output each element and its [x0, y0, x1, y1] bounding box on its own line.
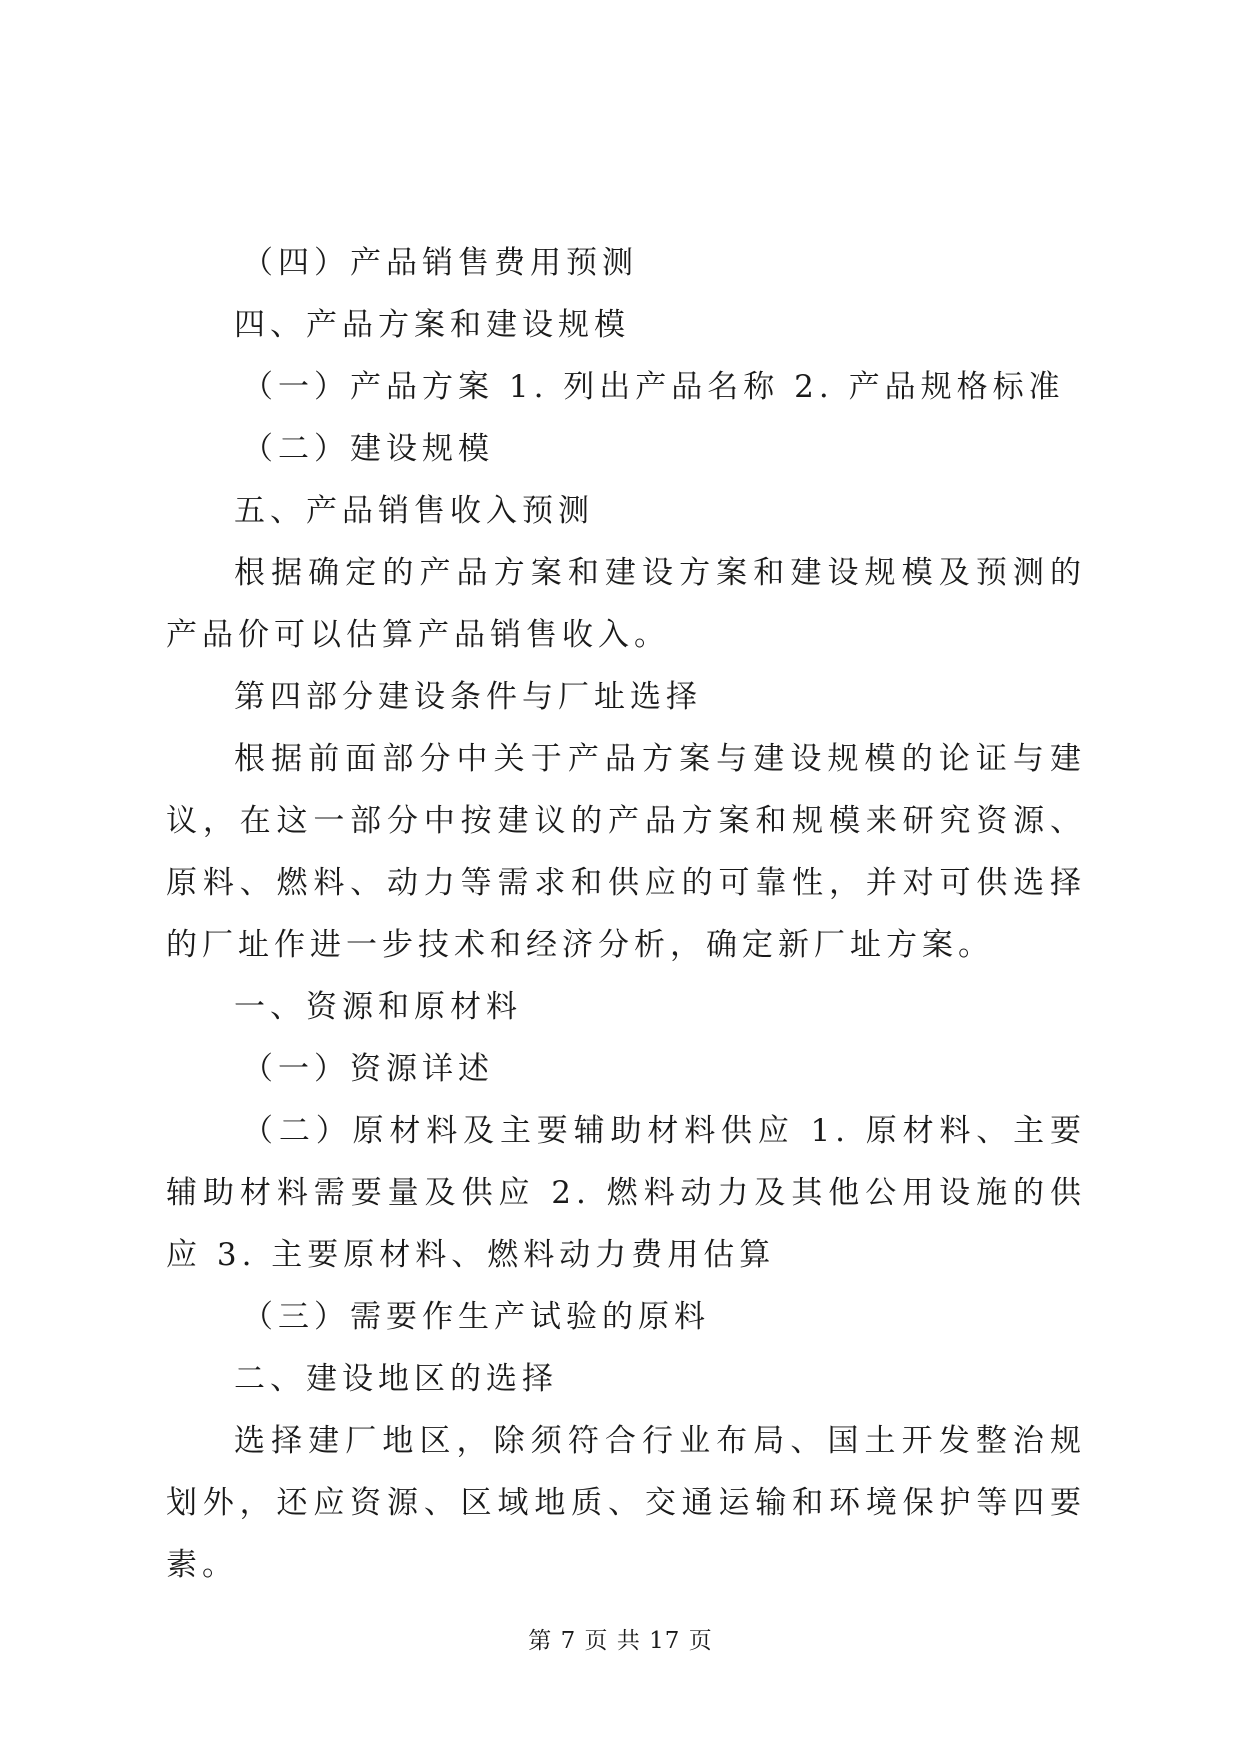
body-paragraph-revenue-estimate: 根据确定的产品方案和建设方案和建设规模及预测的产品价可以估算产品销售收入。: [166, 555, 1086, 653]
subsection-heading-product-scheme: （一）产品方案 1. 列出产品名称 2. 产品规格标准: [242, 369, 1065, 405]
section-heading-sales-revenue: 五、产品销售收入预测: [234, 493, 594, 529]
body-paragraph-materials-supply: （二）原材料及主要辅助材料供应 1. 原材料、主要辅助材料需要量及供应 2. 燃料动力及其他公用设施的供应 3. 主要原材料、燃料动力费用估算: [166, 1113, 1086, 1273]
subsection-heading-trial-materials: （三）需要作生产试验的原料: [242, 1299, 710, 1335]
page-number-footer: 第 7 页 共 17 页: [528, 1628, 713, 1654]
section-heading-region-selection: 二、建设地区的选择: [234, 1361, 558, 1397]
section-heading-product-scheme: 四、产品方案和建设规模: [234, 307, 630, 343]
body-paragraph-region-criteria: 选择建厂地区，除须符合行业布局、国土开发整治规划外，还应资源、区域地质、交通运输和环境保护等四要素。: [166, 1423, 1086, 1583]
section-heading-resources: 一、资源和原材料: [234, 989, 522, 1025]
part-heading-construction-conditions: 第四部分建设条件与厂址选择: [234, 679, 702, 715]
subsection-heading-construction-scale: （二）建设规模: [242, 431, 494, 467]
subsection-heading-resource-detail: （一）资源详述: [242, 1051, 494, 1087]
subsection-heading-sales-cost: （四）产品销售费用预测: [242, 245, 638, 281]
body-paragraph-site-selection: 根据前面部分中关于产品方案与建设规模的论证与建议，在这一部分中按建议的产品方案和规模来研究资源、原料、燃料、动力等需求和供应的可靠性，并对可供选择的厂址作进一步技术和经济分析，确定新厂址方案。: [166, 741, 1086, 963]
page-body: [166, 232, 1086, 1596]
